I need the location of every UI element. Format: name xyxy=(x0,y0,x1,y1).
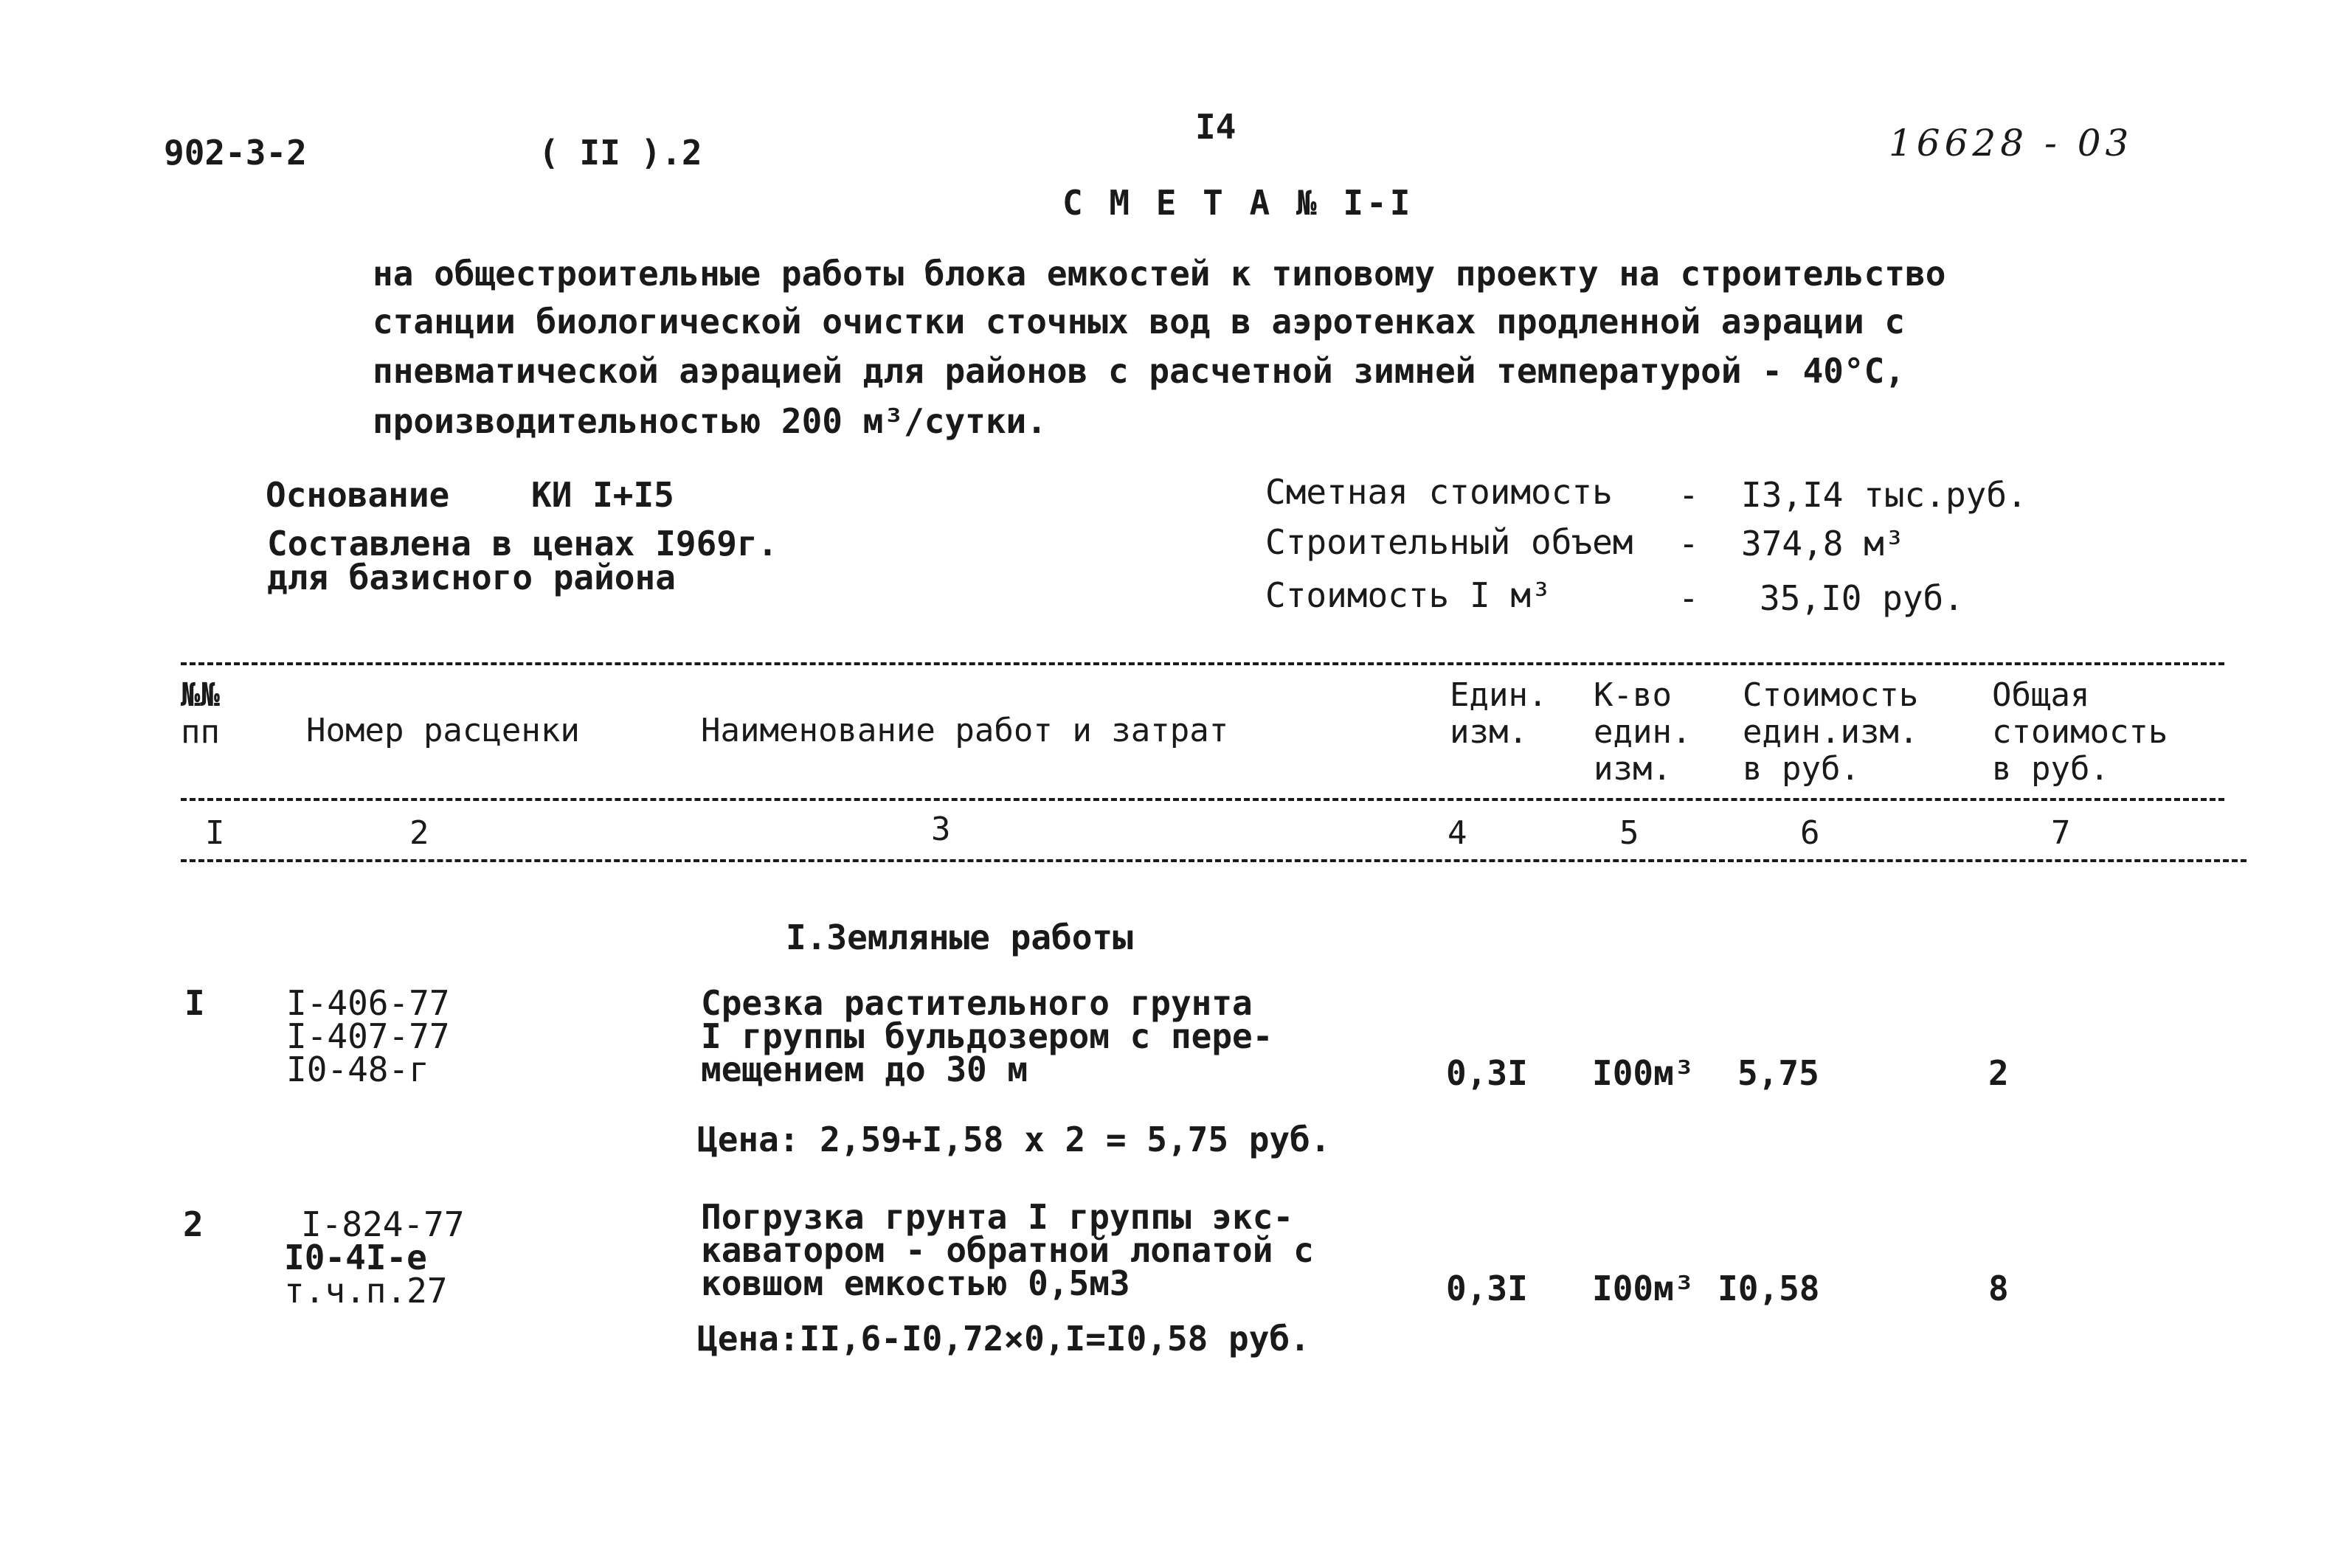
summary-dash-3: - xyxy=(1678,578,1699,618)
header-total-line-1: Общая xyxy=(1992,676,2090,714)
work-name: Срезка растительного грунта xyxy=(701,983,1253,1023)
basis-value: КИ I+I5 xyxy=(531,475,674,515)
work-name: ковшом емкостью 0,5м3 xyxy=(701,1263,1130,1303)
estimated-cost-value: I3,I4 тыс.руб. xyxy=(1741,475,2027,515)
header-qty-line-2: един. xyxy=(1594,713,1692,751)
table-top-rule xyxy=(181,662,2224,665)
rate-code: I-824-77 xyxy=(301,1204,465,1244)
header-unit-cost-line-2: един.изм. xyxy=(1743,713,1919,751)
page-number: I4 xyxy=(1195,107,1236,147)
quantity-value: I00м³ xyxy=(1592,1269,1695,1308)
header-total-line-2: стоимость xyxy=(1992,713,2168,751)
work-name: мещением до 30 м xyxy=(701,1050,1028,1089)
work-name: каватором - обратной лопатой с xyxy=(701,1230,1314,1270)
work-name: Погрузка грунта I группы экс- xyxy=(701,1197,1294,1237)
document-title: С М Е Т А № I-I xyxy=(1062,183,1414,223)
column-number-6: 6 xyxy=(1800,814,1820,852)
unit-cost-value: 5,75 xyxy=(1737,1053,1819,1093)
prices-line-1: Составлена в ценах I969г. xyxy=(267,524,778,563)
header-rate-number: Номер расценки xyxy=(306,712,580,749)
column-number-4: 4 xyxy=(1447,814,1467,852)
unit-value: 0,3I xyxy=(1446,1053,1528,1093)
header-work-name: Наименование работ и затрат xyxy=(701,712,1229,749)
basis-label: Основание xyxy=(266,475,450,515)
row-number: I xyxy=(184,983,205,1023)
row-number: 2 xyxy=(183,1204,204,1244)
description-line-2: станции биологической очистки сточных вод в аэротенках продленной аэрации с xyxy=(373,302,1906,341)
rate-code: I0-4I-е xyxy=(284,1238,427,1277)
archive-number: 16628 - 03 xyxy=(1889,122,2134,164)
prices-line-2: для базисного района xyxy=(267,558,676,597)
price-note: Цена:II,6-I0,72×0,I=I0,58 руб. xyxy=(697,1319,1310,1359)
column-number-2: 2 xyxy=(409,814,429,852)
rate-code: т.ч.п.27 xyxy=(284,1271,448,1311)
price-note: Цена: 2,59+I,58 х 2 = 5,75 руб. xyxy=(697,1120,1331,1159)
rate-code: I0-48-г xyxy=(286,1050,429,1089)
header-total-line-3: в руб. xyxy=(1992,750,2109,788)
unit-cost-value: 35,I0 руб. xyxy=(1760,578,1964,618)
unit-cost-value: I0,58 xyxy=(1718,1269,1820,1308)
description-line-1: на общестроительные работы блока емкостей к типовому проекту на строительство xyxy=(373,254,1946,294)
header-num-line-1: №№ xyxy=(181,676,220,714)
column-number-1: I xyxy=(205,814,225,852)
column-number-3: 3 xyxy=(931,811,951,848)
column-number-5: 5 xyxy=(1619,814,1639,852)
work-name: I группы бульдозером с пере- xyxy=(701,1016,1273,1056)
rate-code: I-406-77 xyxy=(286,983,450,1023)
table-header-rule xyxy=(181,798,2224,801)
header-unit-cost-line-3: в руб. xyxy=(1743,750,1860,788)
document-code: 902-3-2 xyxy=(164,133,307,173)
section-marker: ( II ).2 xyxy=(539,133,702,173)
description-line-4: производительностью 200 м³/сутки. xyxy=(373,401,1047,441)
unit-value: 0,3I xyxy=(1446,1269,1528,1308)
header-qty-line-3: изм. xyxy=(1594,750,1672,788)
total-cost-value: 2 xyxy=(1988,1053,2009,1093)
header-unit-cost-line-1: Стоимость xyxy=(1743,676,1919,714)
description-line-3: пневматической аэрацией для районов с расчетной зимней температурой - 40°С, xyxy=(373,351,1906,391)
total-cost-value: 8 xyxy=(1988,1269,2009,1308)
summary-dash-1: - xyxy=(1678,475,1699,515)
header-unit-line-1: Един. xyxy=(1450,676,1548,714)
rate-code: I-407-77 xyxy=(286,1016,450,1056)
building-volume-label: Строительный объем xyxy=(1265,522,1633,562)
header-num-line-2: пп xyxy=(181,713,220,751)
unit-cost-label: Стоимость I м³ xyxy=(1265,575,1552,615)
quantity-value: I00м³ xyxy=(1592,1053,1695,1093)
section-title: I.Земляные работы xyxy=(786,917,1133,957)
building-volume-value: 374,8 м³ xyxy=(1741,524,1905,563)
header-qty-line-1: К-во xyxy=(1594,676,1672,714)
table-numbers-rule xyxy=(181,859,2246,862)
estimated-cost-label: Сметная стоимость xyxy=(1265,472,1613,512)
summary-dash-2: - xyxy=(1678,524,1699,563)
header-unit-line-2: изм. xyxy=(1450,713,1528,751)
column-number-7: 7 xyxy=(2051,814,2071,852)
